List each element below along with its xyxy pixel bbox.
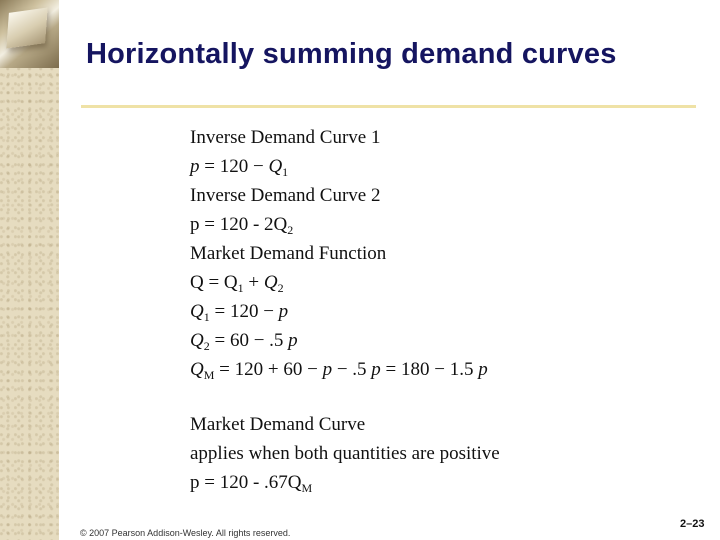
heading-market-demand-curve: Market Demand Curve (190, 414, 366, 435)
equation-market-demand-curve: $p = 120 - .67Q_M$ (190, 472, 313, 495)
text-applies-when: applies when both quantities are positive (190, 443, 500, 464)
equation-q2: $Q_2 = 60 - .5$ p (190, 330, 298, 353)
equation-market-sum: $Q = Q_1 + Q_2$ (190, 272, 284, 295)
equation-inverse-demand-2: $p = 120 - 2Q_2$ (190, 214, 294, 237)
glass-cube-image (0, 0, 59, 68)
equation-qm: $Q_M = 120 + 60 - p - .5$ p = 180 − 1.5 p (190, 359, 488, 382)
heading-inverse-demand-2: Inverse Demand Curve 2 (190, 185, 381, 206)
content-spacer (190, 388, 610, 414)
heading-inverse-demand-1: Inverse Demand Curve 1 (190, 127, 381, 148)
decorative-sidebar (0, 0, 59, 540)
cube-highlight (6, 8, 47, 49)
heading-market-demand-function: Market Demand Function (190, 243, 387, 264)
equation-inverse-demand-1: $p = 120 - Q_1$ (190, 156, 289, 179)
copyright-notice: © 2007 Pearson Addison-Wesley. All rights reserved. (80, 528, 291, 538)
equation-q1: $Q_1 = 120 - p$ (190, 301, 289, 324)
title-divider (81, 105, 696, 108)
slide-title: Horizontally summing demand curves (86, 38, 617, 70)
slide-content (190, 127, 610, 501)
page-number: 2–23 (680, 518, 705, 530)
